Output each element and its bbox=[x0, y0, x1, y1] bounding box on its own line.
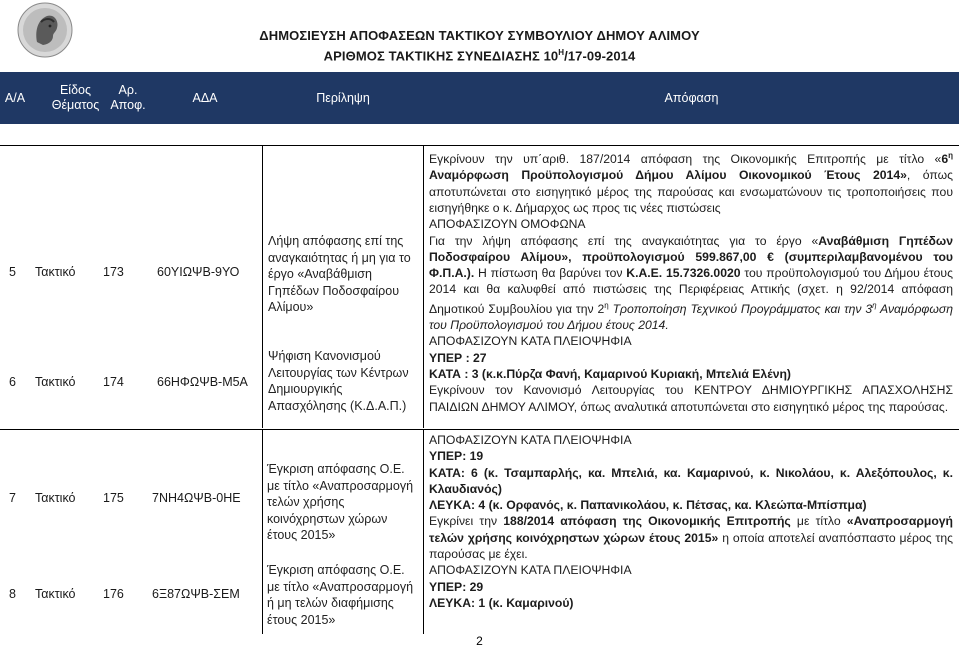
row-num: 176 bbox=[103, 587, 124, 601]
decision-paragraph: Εγκρίνουν τον Κανονισμό Λειτουργίας του ΚΕΝΤΡΟΥ ΔΗΜΙΟΥΡΓΙΚΗΣ ΑΠΑΣΧΟΛΗΣΗΣ ΠΑΙΔΙΩΝ ΔΗΜΟΥ ΑΛΙΜΟΥ, όπως αναλυτικά αποτυπώνεται στο εισηγητικό μέρος της παρούσας. bbox=[429, 383, 953, 414]
title-line-2: ΑΡΙΘΜΟΣ ΤΑΚΤΙΚΗΣ ΣΥΝΕΔΙΑΣΗΣ $10^H/17-09-2014$ bbox=[323, 48, 636, 64]
column-divider bbox=[423, 146, 424, 428]
column-divider bbox=[262, 430, 263, 634]
row-separator bbox=[0, 429, 959, 430]
row-aa: 7 bbox=[9, 491, 16, 505]
row-summary: Ψήφιση Κανονισμού Λειτουργίας των Κέντρων Δημιουργικής Απασχόλησης (Κ.Δ.Α.Π.) bbox=[268, 349, 409, 413]
decision-paragraph: Εγκρίνει την 188/2014 απόφαση της Οικονομικής Επιτροπής με τίτλο «Αναπροσαρμογή τελών χρήσης κοινόχρηστων χώρων έτους 2015» η οποία αποτελεί αναπόσπαστο μέρος της παρούσας με έχει. bbox=[429, 514, 954, 562]
row-num: 173 bbox=[103, 265, 124, 279]
row-ada: 6Ξ87ΩΨΒ-ΣΕΜ bbox=[152, 587, 240, 601]
row-separator bbox=[0, 145, 959, 146]
row-ada: 7ΝΗ4ΩΨΒ-0ΗΕ bbox=[152, 491, 241, 505]
row-summary: Έγκριση απόφασης Ο.Ε. με τίτλο «Αναπροσαρμογή τελών χρήσης κοινόχρηστων χώρων έτους 2015» bbox=[267, 462, 414, 542]
row-type: Τακτικό bbox=[35, 491, 76, 505]
votes-blank: ΛΕΥΚΑ: 4 (κ. Ορφανός, κ. Παπανικολάου, κ. Πέτσας, κα. Κλεώπα-Μπίσπμα) bbox=[429, 498, 867, 513]
majority-label: ΑΠΟΦΑΣΙΖΟΥΝ ΚΑΤΑ ΠΛΕΙΟΨΗΦΙΑ bbox=[429, 433, 632, 447]
table-header bbox=[0, 72, 959, 124]
row-aa: 6 bbox=[9, 375, 16, 389]
votes-blank: ΛΕΥΚΑ: 1 (κ. Καμαρινού) bbox=[429, 595, 574, 610]
decision-paragraph: Εγκρίνουν την υπ΄αριθ. 187/2014 απόφαση της Οικονομικής Επιτροπής με τίτλο «$6^\eta$ Αναμόρφωση Προϋπολογισμού Δήμου Αλίμου Οικονομικού Έτους 2014», όπως αποτυπώνεται στο εισηγητικό μέρος της παρούσας και ενσωματώνουν τις τροποποιήσεις που εισηγήθηκε ο κ. Δήμαρχος ως προς τις νέες πιστώσεις bbox=[429, 151, 953, 215]
majority-label: ΑΠΟΦΑΣΙΖΟΥΝ ΚΑΤΑ ΠΛΕΙΟΨΗΦΙΑ bbox=[429, 334, 632, 349]
title-line-1: ΔΗΜΟΣΙΕΥΣΗ ΑΠΟΦΑΣΕΩΝ ΤΑΚΤΙΚΟΥ ΣΥΜΒΟΥΛΙΟΥ ΔΗΜΟΥ ΑΛΙΜΟΥ bbox=[259, 28, 700, 43]
row-summary: Λήψη απόφασης επί της αναγκαιότητας ή μη για το έργο «Αναβάθμιση Γηπέδων Ποδοσφαίρου Αλίμου» bbox=[268, 234, 411, 314]
decision-block-1 bbox=[429, 148, 953, 415]
majority-label: ΑΠΟΦΑΣΙΖΟΥΝ ΚΑΤΑ ΠΛΕΙΟΨΗΦΙΑ bbox=[429, 563, 632, 578]
col-aa: Α/Α bbox=[4, 90, 26, 105]
row-type: Τακτικό bbox=[35, 587, 76, 601]
decision-paragraph: Για την λήψη απόφασης επί της αναγκαιότητας για το έργο «Αναβάθμιση Γηπέδων Ποδοσφαίρου Αλίμου», προϋπολογισμού 599.867,00 € (συμπεριλαμβανομένου του Φ.Π.Α.). Η πίστωση θα βαρύνει τον Κ.Α.Ε. 15.7326.0020 του προϋπολογισμού του Δήμου έτους 2014 και θα καλυφθεί από πιστώσεις της Περιφέρειας Αττικής (σχετ. η 92/2014 απόφαση Δημοτικού Συμβουλίου για την $2^\eta$ Τροποποίηση Τεχνικού Προγράμματος και την $3^\eta$ Αναμόρφωση του Προϋπολογισμού του Δήμου έτους 2014. bbox=[429, 233, 953, 333]
row-type: Τακτικό bbox=[35, 265, 76, 279]
votes-yes: ΥΠΕΡ : 27 bbox=[429, 350, 487, 365]
row-summary: Έγκριση απόφασης Ο.Ε. με τίτλο «Αναπροσαρμογή ή μη τελών διαφήμισης έτους 2015» bbox=[267, 563, 414, 627]
col-summary: Περίληψη bbox=[316, 90, 370, 105]
row-type: Τακτικό bbox=[35, 375, 76, 389]
row-aa: 5 bbox=[9, 265, 16, 279]
row-aa: 8 bbox=[9, 587, 16, 601]
row-num: 175 bbox=[103, 491, 124, 505]
column-divider bbox=[262, 146, 263, 428]
votes-yes: ΥΠΕΡ: 19 bbox=[429, 449, 484, 464]
col-type: Είδος Θέματος bbox=[51, 83, 100, 112]
row-ada: 66ΗΦΩΨΒ-Μ5Α bbox=[157, 375, 248, 389]
votes-yes: ΥΠΕΡ: 29 bbox=[429, 579, 484, 594]
page-number: 2 bbox=[476, 634, 483, 648]
votes-against: ΚΑΤΑ : 3 (κ.κ.Πύρζα Φανή, Καμαρινού Κυριακή, Μπελιά Ελένη) bbox=[429, 366, 791, 381]
row-ada: 60ΥΙΩΨΒ-9ΥΟ bbox=[157, 265, 240, 279]
unanimous-label: ΑΠΟΦΑΣΙΖΟΥΝ ΟΜΟΦΩΝΑ bbox=[429, 217, 586, 232]
row-num: 174 bbox=[103, 375, 124, 389]
col-ada: ΑΔΑ bbox=[192, 90, 218, 105]
col-num: Αρ. Αποφ. bbox=[110, 83, 146, 112]
votes-against: ΚΑΤΑ: 6 (κ. Τσαμπαρλής, κα. Μπελιά, κα. Καμαρινού, κ. Νικολάου, κ. Αλεξόπουλος, κ. Κλαυδιανός) bbox=[429, 465, 953, 496]
decision-block-2 bbox=[429, 432, 953, 611]
col-decision: Απόφαση bbox=[664, 90, 719, 105]
column-divider bbox=[423, 430, 424, 634]
document-title bbox=[0, 27, 959, 64]
